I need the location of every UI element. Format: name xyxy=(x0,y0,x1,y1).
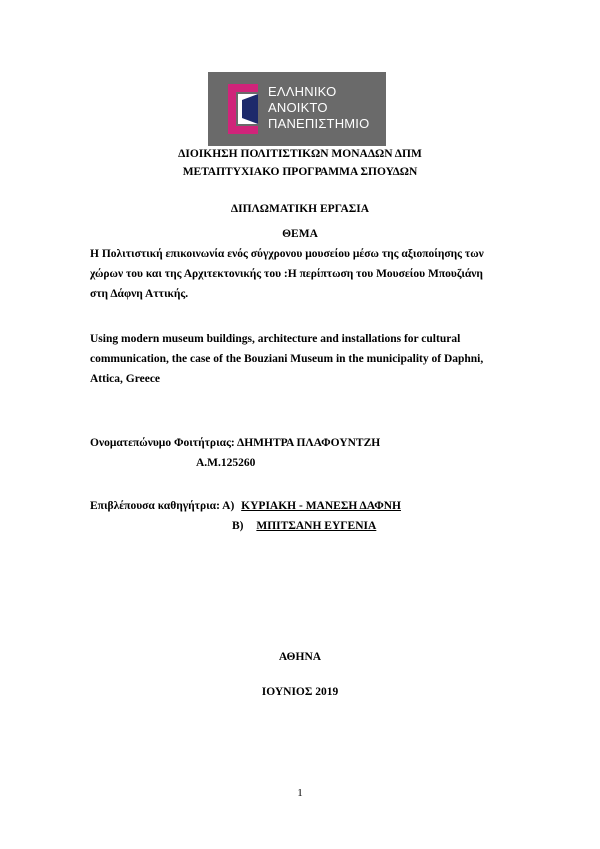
supervisor-b-name: ΜΠΙΤΣΑΝΗ ΕΥΓΕΝΙΑ xyxy=(256,520,377,532)
student-id: Α.Μ.125260 xyxy=(196,457,256,469)
greek-title-line-1: Η Πολιτιστική επικοινωνία ενός σύγχρονου μουσείου μέσω της αξιοποίησης των xyxy=(90,248,484,260)
logo-line-2: ΑΝΟΙΚΤΟ xyxy=(268,100,328,115)
english-title xyxy=(90,329,520,389)
date: ΙΟΥΝΙΟΣ 2019 xyxy=(261,686,339,698)
logo-line-3: ΠΑΝΕΠΙΣΤΗΜΙΟ xyxy=(268,116,370,131)
english-title-line-1: Using modern museum buildings, architecture and installations for cultural xyxy=(90,333,461,345)
greek-title-line-2: χώρων του και της Αρχιτεκτονικής του :Η περίπτωση του Μουσείου Μπουζιάνη xyxy=(90,268,483,280)
supervisor-a-name: ΚΥΡΙΑΚΗ - ΜΑΝΕΣΗ ΔΑΦΝΗ xyxy=(241,500,401,512)
page-number: 1 xyxy=(297,787,303,799)
english-title-line-2: communication, the case of the Bouziani Museum in the municipality of Daphni, xyxy=(90,353,484,365)
greek-title-line-3: στη Δάφνη Αττικής. xyxy=(90,288,189,300)
logo-text xyxy=(268,84,369,132)
supervisor-a xyxy=(90,500,401,512)
logo-line-1: ΕΛΛΗΝΙΚΟ xyxy=(268,84,337,99)
department-name: ΔΙΟΙΚΗΣΗ ΠΟΛΙΤΙΣΤΙΚΩΝ ΜΟΝΑΔΩΝ ΔΠΜ xyxy=(178,148,422,160)
thesis-type: ΔΙΠΛΩΜΑΤΙΚΗ ΕΡΓΑΣΙΑ xyxy=(230,203,370,215)
university-logo xyxy=(208,72,386,146)
english-title-line-3: Attica, Greece xyxy=(90,373,161,385)
supervisor-label: Επιβλέπουσα καθηγήτρια: Α) xyxy=(90,500,235,512)
student-name: Ονοματεπώνυμο Φοιτήτριας: ΔΗΜΗΤΡΑ ΠΛΑΦΟΥΝΤΖΗ xyxy=(90,437,381,449)
supervisor-b-label: Β) xyxy=(232,520,244,532)
program-name: ΜΕΤΑΠΤΥΧΙΑΚΟ ΠΡΟΓΡΑΜΜΑ ΣΠΟΥΔΩΝ xyxy=(182,166,418,178)
theme-label: ΘΕΜΑ xyxy=(282,228,318,240)
city: ΑΘΗΝΑ xyxy=(278,651,322,663)
supervisor-b xyxy=(232,520,376,532)
greek-title xyxy=(90,244,520,304)
